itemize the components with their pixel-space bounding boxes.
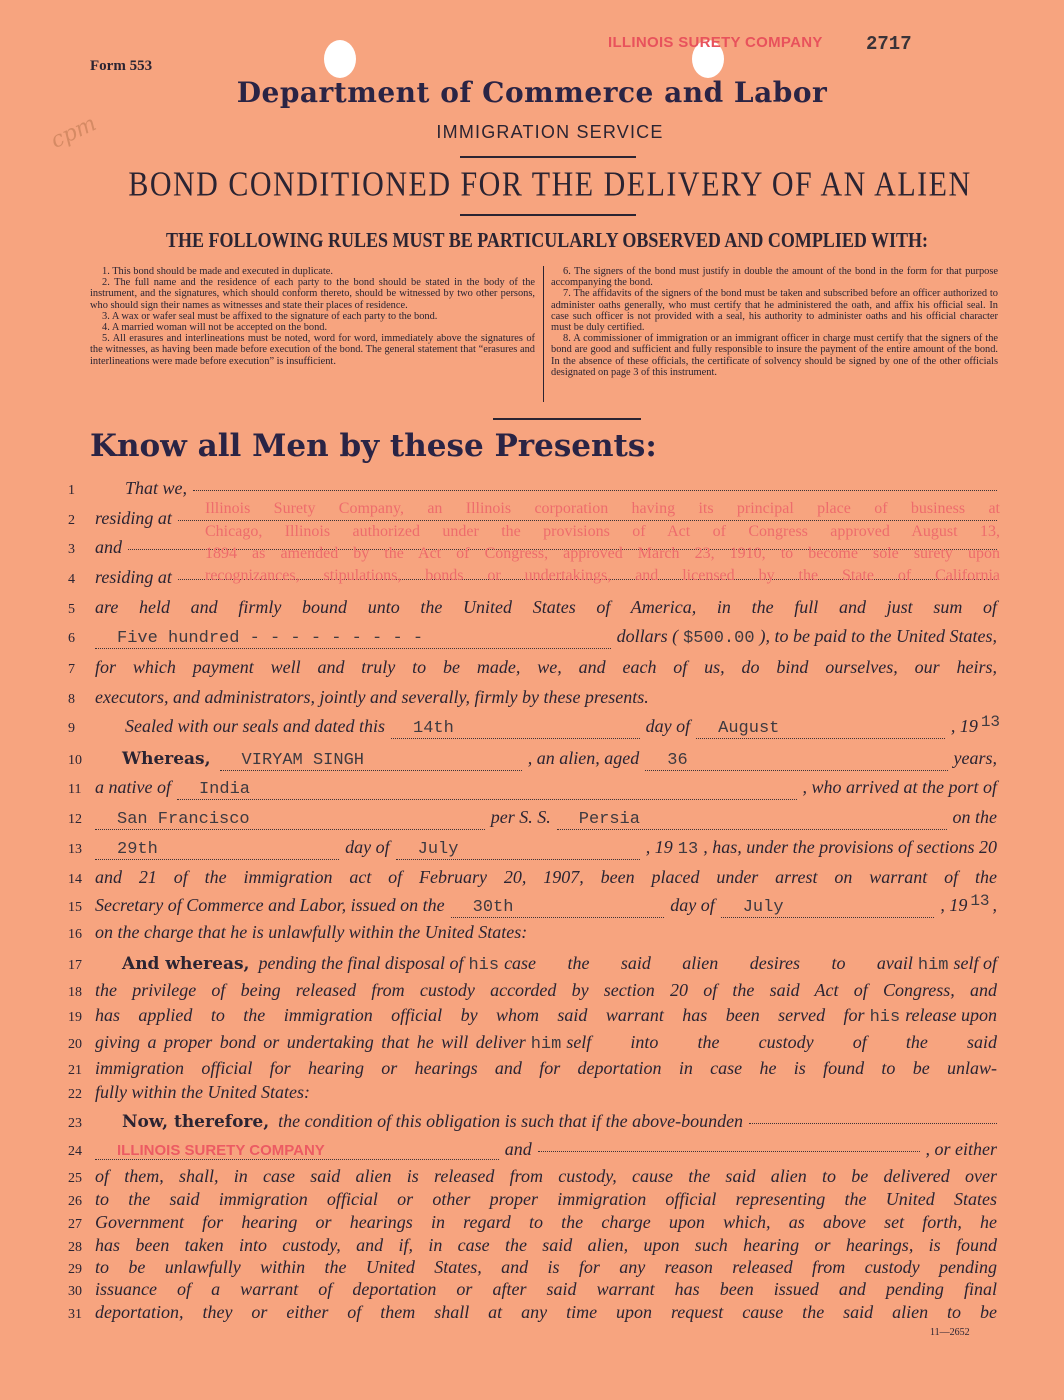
rule-item: 3. A wax or wafer seal must be affixed to the signature of each party to the bond. (102, 310, 438, 322)
typed-field: VIRYAM SINGH (220, 751, 522, 771)
line-text (92, 867, 1000, 888)
typed-insert: him (530, 1035, 562, 1054)
serial-number: 2717 (866, 33, 912, 55)
bond-line (60, 1082, 1000, 1108)
printed-text: are held and firmly bound unto the United States of America, in the full and just sum of (95, 597, 997, 617)
printed-text: of them, shall, in case said alien is released from custody, cause the said alien to be delivered over (95, 1166, 997, 1186)
surety-stamp-line: Chicago, Illinois authorized under the provisions of Act of Congress approved August 13, (205, 523, 1000, 540)
typed-insert: him (917, 956, 949, 975)
printed-text: , an alien, aged (527, 748, 640, 768)
typed-year: 13 (980, 713, 1001, 731)
printed-text: to be unlawfully within the United States, and is for any reason released from custody pending (95, 1257, 997, 1277)
line-number: 28 (68, 1240, 82, 1255)
line-number: 31 (68, 1307, 82, 1322)
line-number: 16 (68, 927, 82, 942)
blackletter-heading: Now, therefore, (122, 1112, 270, 1132)
line-text (92, 597, 1000, 618)
bond-line (60, 777, 1000, 803)
line-text (92, 892, 1000, 918)
line-number: 27 (68, 1217, 82, 1232)
line-text (92, 657, 1000, 678)
printed-text: a native of (95, 777, 171, 797)
line-text (92, 1166, 1000, 1187)
bond-line (60, 657, 1000, 683)
printed-text: ), to be paid to the United States, (759, 626, 997, 646)
bond-line (60, 1302, 1000, 1328)
bond-line (60, 867, 1000, 893)
line-number: 4 (68, 572, 75, 587)
printed-text: , 19 (940, 895, 968, 915)
rule-item: 4. A married woman will not be accepted on the bond. (102, 322, 328, 334)
typed-field: July (396, 840, 640, 860)
printed-text: has been taken into custody, and if, in case the said alien, upon such hearing or hearings, is found (95, 1235, 997, 1255)
typed-insert: his (869, 1008, 901, 1027)
printed-text: That we, (125, 478, 188, 498)
printed-text: , 19 (950, 716, 978, 736)
typed-field: 36 (645, 751, 947, 771)
line-number: 22 (68, 1087, 82, 1102)
printed-text: the privilege of being released from custody accorded by section 20 of the said Act of Congress, and (95, 980, 997, 1000)
printed-text: case the said alien desires to avail (504, 953, 913, 973)
line-text (92, 1235, 1000, 1256)
rule-item: 6. The signers of the bond must justify in double the amount of the bond in the form for that purpose accompanying the bond. (551, 266, 998, 289)
typed-field: August (696, 719, 945, 739)
bond-line (60, 713, 1001, 742)
typed-field: Five hundred - - - - - - - - - (95, 629, 611, 649)
column-divider (543, 266, 544, 402)
typed-field: India (177, 780, 797, 800)
blank-line (193, 489, 997, 491)
printed-text: on the (952, 807, 997, 827)
surety-stamp-line: 1894 as amended by the Act of Congress, approved March 23, 1910, to become sole surety upon (205, 545, 1000, 562)
typed-insert: 13 (677, 840, 699, 859)
printed-text: for which payment well and truly to be made, we, and each of us, do bind ourselves, our heirs, (95, 657, 997, 677)
line-text (92, 953, 1000, 975)
bond-line (60, 807, 1000, 833)
rule-item: 8. A commissioner of immigration or an immigrant officer in charge must certify that the signers of the bond are good and sufficient and fully responsible to insure the payment of the entire amount of the bond. In the absence of these officials, the certificate of solvency should be signed by one of the other officials designated on page 3 of this instrument. (551, 333, 998, 378)
printed-text: has applied to the immigration official by whom said warrant has been served for (95, 1005, 865, 1025)
printed-text: , 19 (645, 837, 673, 857)
rule-item: 2. The full name and the residence of each party to the bond should be stated in the body of the instrument, and the signatures, which should conform thereto, should be witnessed by two other persons, who should sign their names as witnesses and state their places of residence. (90, 277, 535, 311)
company-stamp: ILLINOIS SURETY COMPANY (608, 34, 823, 51)
printed-text: deportation, they or either of them shall at any time upon request cause the said alien to be (95, 1302, 997, 1322)
line-text (92, 777, 1000, 800)
rules-heading: THE FOLLOWING RULES MUST BE PARTICULARLY OBSERVED AND COMPLIED WITH: (165, 228, 929, 252)
line-text (92, 1139, 1000, 1160)
bond-line (60, 626, 1000, 652)
line-number: 13 (68, 842, 82, 857)
rule-item: 1. This bond should be made and executed in duplicate. (102, 266, 333, 277)
punch-hole (324, 40, 356, 78)
printed-text: day of (670, 895, 715, 915)
printed-text: residing at (95, 567, 172, 587)
line-number: 24 (68, 1144, 82, 1159)
printed-text: years, (953, 748, 997, 768)
line-text (92, 1257, 1000, 1278)
printed-text: and (95, 537, 122, 557)
line-number: 18 (68, 985, 82, 1000)
line-text (92, 1058, 1000, 1079)
line-text (92, 478, 1000, 499)
service-subtitle: IMMIGRATION SERVICE (436, 122, 664, 142)
printed-text: and (504, 1139, 532, 1159)
blank-line (538, 1150, 920, 1152)
printed-text: Secretary of Commerce and Labor, issued on the (95, 895, 445, 915)
rules-right-column (551, 266, 998, 378)
line-text (92, 1082, 1000, 1103)
line-number: 7 (68, 662, 75, 677)
bond-line (60, 687, 1000, 713)
handwritten-initials: cpm (46, 111, 101, 154)
typed-year: 13 (970, 892, 990, 910)
printed-text: , or either (925, 1139, 997, 1159)
printed-text: , (992, 895, 998, 915)
line-text (92, 687, 1000, 708)
printed-text: the condition of this obligation is such that if the above-bounden (278, 1111, 744, 1131)
line-number: 26 (68, 1194, 82, 1209)
bond-line (60, 1111, 1000, 1137)
printed-text: to the said immigration official or other proper immigration official representing the United States (95, 1189, 997, 1209)
typed-field: 30th (451, 898, 665, 918)
printed-text: on the charge that he is unlawfully within the United States: (95, 922, 528, 942)
line-number: 5 (68, 602, 75, 617)
line-number: 10 (68, 753, 82, 768)
line-text (92, 922, 1000, 943)
line-text (92, 1111, 1000, 1132)
printed-text: self of (953, 953, 997, 973)
line-number: 23 (68, 1116, 82, 1131)
bond-line (60, 892, 1000, 921)
printed-text: pending the final disposal of (258, 953, 464, 973)
line-text (92, 1212, 1000, 1233)
bond-line (60, 980, 1000, 1006)
line-number: 3 (68, 542, 75, 557)
printed-text: residing at (95, 508, 172, 528)
bond-line (60, 597, 1000, 623)
line-number: 15 (68, 900, 82, 915)
bond-line (60, 748, 1000, 774)
rule-item: 7. The affidavits of the signers of the bond must be taken and subscribed before an officer authorized to administer oaths generally, who must certify that he administered the oath, and affix his official seal. In case such officer is not provided with a seal, his authority to administer oaths and his official character must be duly certified. (551, 288, 998, 334)
printed-text: per S. S. (490, 807, 551, 827)
line-number: 21 (68, 1063, 82, 1078)
bond-line (60, 1139, 1000, 1165)
surety-stamp-line: recognizances, stipulations, bonds or undertakings, and licensed by the State of California (205, 567, 1000, 584)
line-number: 25 (68, 1171, 82, 1186)
line-number: 9 (68, 721, 75, 736)
printed-text: giving a proper bond or undertaking that he will deliver (95, 1032, 526, 1052)
line-text (92, 807, 1000, 830)
bond-line (60, 922, 1000, 948)
line-number: 17 (68, 958, 82, 973)
typed-field: 14th (391, 719, 640, 739)
form-number: Form 553 (90, 58, 153, 74)
line-number: 19 (68, 1010, 82, 1025)
line-number: 8 (68, 692, 75, 707)
line-number: 11 (68, 782, 82, 797)
document-title: BOND CONDITIONED FOR THE DELIVERY OF AN ALIEN (128, 165, 972, 204)
line-number: 20 (68, 1037, 82, 1052)
printed-text: executors, and administrators, jointly and severally, firmly by these presents. (95, 687, 649, 707)
line-text (92, 626, 1000, 649)
line-text (92, 837, 1000, 860)
line-text (92, 713, 1001, 739)
blackletter-heading: And whereas, (122, 954, 250, 974)
line-number: 12 (68, 812, 82, 827)
blackletter-heading: Whereas, (122, 749, 211, 769)
bond-line (60, 1058, 1000, 1084)
department-title: Department of Commerce and Labor (236, 76, 828, 109)
line-text (92, 1005, 1000, 1027)
typed-field: July (721, 898, 935, 918)
line-text (92, 1302, 1000, 1323)
printed-text: fully within the United States: (95, 1082, 310, 1102)
line-number: 2 (68, 513, 75, 528)
printed-text: immigration official for hearing or hearings and for deportation in case he is found to be unlaw- (95, 1058, 997, 1078)
typed-field: 29th (95, 840, 339, 860)
divider (460, 156, 636, 158)
printed-text: , who arrived at the port of (802, 777, 997, 797)
typed-field: Persia (557, 810, 947, 830)
printed-text: day of (645, 716, 691, 736)
printed-text: Government for hearing or hearings in regard to the charge upon which, as above set forth, he (95, 1212, 997, 1232)
typed-insert: his (468, 956, 500, 975)
printed-text: dollars ( (616, 626, 679, 646)
blank-line (749, 1122, 997, 1124)
footer-code: 11—2652 (930, 1327, 970, 1338)
line-number: 14 (68, 872, 82, 887)
line-text (92, 1189, 1000, 1210)
rules-left-column (90, 266, 535, 367)
line-number: 1 (68, 483, 75, 498)
printed-text: release upon (905, 1005, 997, 1025)
line-text (92, 980, 1000, 1001)
surety-stamp-field: ILLINOIS SURETY COMPANY (95, 1142, 499, 1160)
printed-text: and 21 of the immigration act of February 20, 1907, been placed under arrest on warrant of the (95, 867, 997, 887)
line-text (92, 1279, 1000, 1300)
know-all-men-heading: Know all Men by these Presents: (90, 428, 657, 464)
line-number: 30 (68, 1284, 82, 1299)
divider (493, 418, 641, 420)
printed-text: , has, under the provisions of sections 20 (703, 837, 998, 857)
surety-stamp-block (205, 498, 1000, 587)
typed-field: San Francisco (95, 810, 485, 830)
printed-text: self into the custody of the said (566, 1032, 998, 1052)
rule-item: 5. All erasures and interlineations must be noted, word for word, immediately above the signatures of the witnesses, as having been made before execution of the bond. The general statement that “erasures and interlineations were made before execution” is insufficient. (90, 333, 535, 367)
surety-stamp-line: Illinois Surety Company, an Illinois corporation having its principal place of business at (205, 500, 1000, 517)
bond-line (60, 953, 1000, 979)
bond-line (60, 1005, 1000, 1031)
line-text (92, 1032, 1000, 1054)
line-text (92, 748, 1000, 771)
printed-text: day of (345, 837, 390, 857)
printed-text: issuance of a warrant of deportation or after said warrant has been issued and pending final (95, 1279, 997, 1299)
divider (460, 214, 636, 216)
printed-text: Sealed with our seals and dated this (125, 716, 385, 736)
line-number: 6 (68, 631, 75, 646)
bond-line (60, 1032, 1000, 1058)
typed-insert: $500.00 (683, 629, 755, 648)
line-number: 29 (68, 1262, 82, 1277)
bond-line (60, 837, 1000, 863)
